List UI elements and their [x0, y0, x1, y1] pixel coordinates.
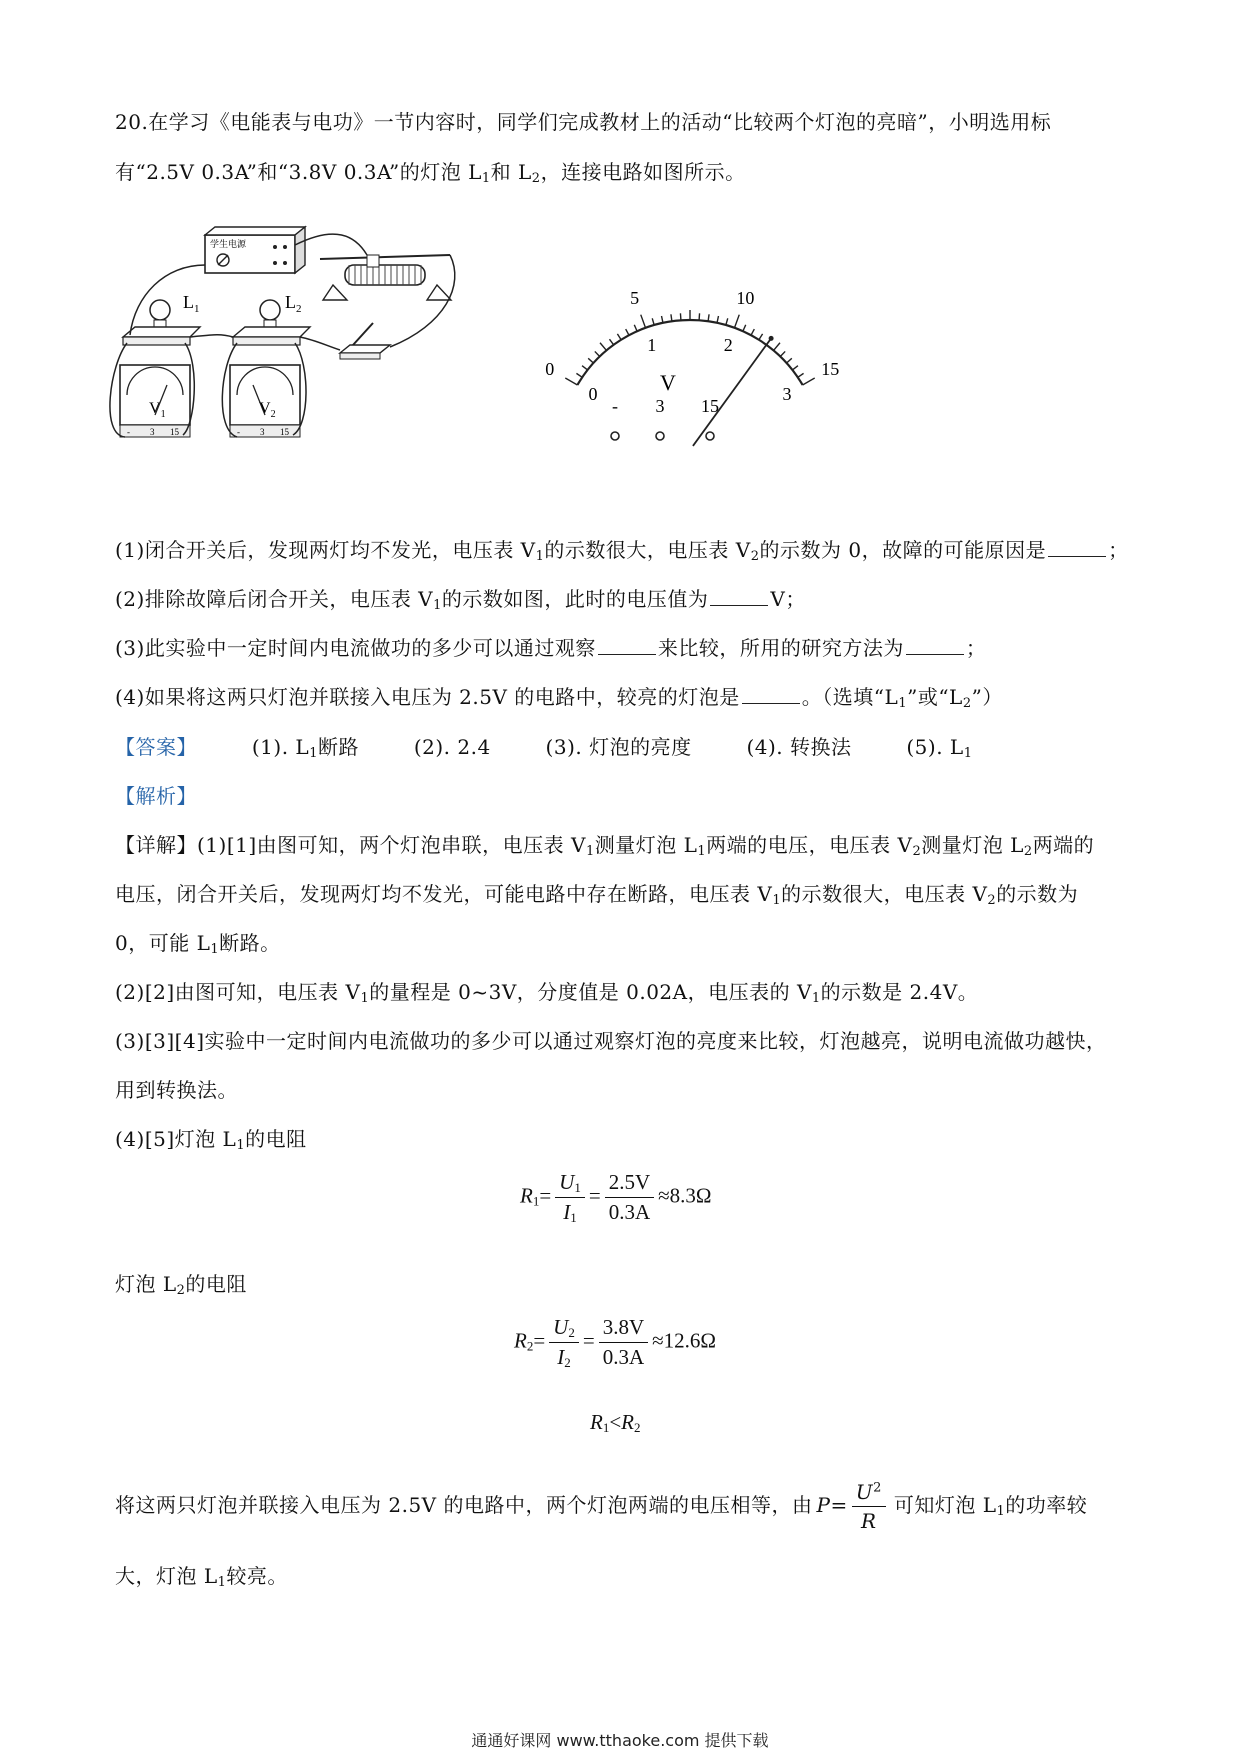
- bulb-L2: [233, 292, 310, 345]
- blank-5[interactable]: [742, 685, 800, 704]
- dial-unit: V: [660, 370, 676, 395]
- answer-label: 【答案】: [115, 735, 197, 759]
- dial-inner-label: 1: [647, 334, 657, 355]
- dial-terminal: [706, 432, 714, 440]
- detail-line-4: (2)[2]由图可知，电压表 $V_1$的量程是 0~3V，分度值是 0.02A，电压表的 $V_1$的示数是 2.4V。: [115, 980, 979, 1006]
- dial-tick: [634, 325, 637, 331]
- blank-2[interactable]: [710, 587, 768, 606]
- analysis-label: 【解析】: [115, 784, 197, 808]
- formula-compare: $R_1<R_2$: [590, 1410, 641, 1435]
- dial-tick: [626, 329, 629, 335]
- voltmeter-V1: [120, 365, 190, 437]
- label-V1: $V_1$: [149, 400, 166, 420]
- dial-tick: [780, 351, 785, 356]
- dial-tick: [588, 358, 593, 363]
- formula-r2: $R_2=$ $\frac{U_2}{I_2}$ = $\frac{3.8V}{0.3A}$ ≈12.6Ω: [514, 1315, 716, 1370]
- dial-inner-label: 3: [782, 384, 792, 404]
- dial-tick: [576, 373, 582, 377]
- dial-tick: [652, 318, 654, 325]
- needle-tip: [769, 336, 774, 341]
- answer-2: (2). 2.4: [413, 735, 491, 759]
- bulb-L1: [123, 292, 200, 345]
- circuit-diagram: [105, 225, 485, 485]
- dial-tick: [609, 339, 613, 345]
- dial-tick: [671, 314, 672, 321]
- answer-4: (4). 转换法: [746, 735, 852, 759]
- sub-question-4: (4)如果将这两只灯泡并联接入电压为 2.5V 的电路中，较亮的灯泡是 。（选填“$L_1$”或“$L_2$”）: [115, 685, 1003, 711]
- dial-tick: [717, 316, 718, 323]
- rheostat: [320, 255, 451, 300]
- detail-line-6: 用到转换法。: [115, 1078, 238, 1102]
- detail-line-8: 灯泡 $L_2$的电阻: [115, 1272, 247, 1298]
- formula-r1: $R_1=$ $\frac{U_1}{I_1}$ = $\frac{2.5V}{0.3A}$ ≈8.3Ω: [520, 1170, 712, 1225]
- dial-tick: [774, 343, 780, 351]
- dial-outer-label: 15: [821, 359, 840, 379]
- detail-line-7: (4)[5]灯泡 $L_1$的电阻: [115, 1127, 307, 1153]
- detail-line-1: 【详解】(1)[1]由图可知，两个灯泡串联，电压表 $V_1$测量灯泡 $L_1$两端的电压，电压表 $V_2$测量灯泡 $L_2$两端的: [115, 833, 1095, 859]
- dial-outer-label: 0: [545, 359, 555, 379]
- sub-question-3: (3)此实验中一定时间内电流做功的多少可以通过观察 来比较，所用的研究方法为 ；: [115, 636, 987, 660]
- power-supply: [205, 227, 305, 273]
- dial-terminal: [656, 432, 664, 440]
- detail-line-5: (3)[3][4]实验中一定时间内电流做功的多少可以通过观察灯泡的亮度来比较，灯泡越亮，说明电流做功越快，: [115, 1029, 1107, 1053]
- dial-tick: [565, 378, 577, 385]
- voltmeter-dial: [545, 260, 860, 460]
- svg-text:3: 3: [150, 427, 155, 437]
- dial-inner-label: 2: [723, 334, 733, 355]
- dial-tick: [641, 315, 646, 328]
- blank-1[interactable]: [1048, 538, 1106, 557]
- dial-outer-label: 10: [736, 287, 755, 308]
- answer-3: (3). 灯泡的亮度: [545, 735, 692, 759]
- dial-tick: [617, 334, 621, 340]
- voltmeter-V2: [230, 365, 300, 437]
- dial-tick: [743, 325, 746, 331]
- dial-tick: [759, 334, 763, 340]
- dial-terminal-label: 3: [655, 396, 665, 416]
- label-L2: $L_2$: [285, 292, 302, 315]
- sub-question-1: (1)闭合开关后，发现两灯均不发光，电压表 $V_1$的示数很大，电压表 $V_2$的示数为 0，故障的可能原因是 ；: [115, 538, 1129, 564]
- question-line-1: 20.在学习《电能表与电功》一节内容时，同学们完成教材上的活动“比较两个灯泡的亮暗”，小明选用标: [115, 110, 1052, 134]
- answer-line: [115, 731, 1020, 760]
- dial-terminal: [611, 432, 619, 440]
- sub-question-2: (2)排除故障后闭合开关，电压表 $V_1$的示数如图，此时的电压值为 V；: [115, 587, 806, 613]
- question-line-2: 有“2.5V 0.3A”和“3.8V 0.3A”的灯泡 $L_1$和 $L_2$，连接电路如图所示。: [115, 160, 746, 186]
- dial-needle: [693, 340, 770, 446]
- dial-tick: [734, 315, 739, 328]
- svg-text:3: 3: [260, 427, 265, 437]
- blank-4[interactable]: [906, 636, 964, 655]
- dial-tick: [582, 366, 588, 370]
- dial-tick: [751, 329, 754, 335]
- detail-line-10: 大，灯泡 $L_1$较亮。: [115, 1564, 288, 1590]
- dial-tick: [662, 316, 663, 323]
- dial-tick: [798, 373, 804, 377]
- label-L1: $L_1$: [183, 292, 200, 315]
- svg-text:-: -: [127, 427, 130, 437]
- dial-tick: [726, 318, 728, 325]
- dial-terminal-label: -: [612, 396, 618, 416]
- dial-tick: [792, 366, 798, 370]
- answer-1: (1). $L_1$断路: [251, 735, 359, 761]
- formula-power: P= $\frac{U^2}{R}$: [816, 1480, 889, 1533]
- detail-line-3: 0，可能 $L_1$断路。: [115, 931, 281, 957]
- label-V2: $V_2$: [259, 400, 276, 420]
- switch: [340, 323, 390, 359]
- power-label: 学生电源: [210, 239, 247, 249]
- dial-tick: [595, 351, 600, 356]
- dial-tick: [803, 378, 815, 385]
- svg-text:15: 15: [280, 427, 289, 437]
- detail-line-9: 将这两只灯泡并联接入电压为 2.5V 的电路中，两个灯泡两端的电压相等，由 P= $\frac{U^2}{R}$ 可知灯泡 $L_1$的功率较: [115, 1480, 1088, 1533]
- dial-tick: [600, 343, 606, 351]
- svg-text:15: 15: [170, 427, 179, 437]
- dial-outer-label: 5: [630, 287, 640, 308]
- dial-tick: [708, 314, 709, 321]
- svg-text:-: -: [237, 427, 240, 437]
- dial-tick: [787, 358, 792, 363]
- dial-arc: [577, 320, 802, 385]
- blank-3[interactable]: [598, 636, 656, 655]
- dial-terminal-label: 15: [701, 396, 719, 416]
- detail-line-2: 电压，闭合开关后，发现两灯均不发光，可能电路中存在断路，电压表 $V_1$的示数很大，电压表 $V_2$的示数为: [115, 882, 1079, 908]
- dial-inner-label: 0: [588, 384, 598, 404]
- answer-5: (5). $L_1$: [906, 735, 973, 761]
- footer: 通通好课网 www.tthaoke.com 提供下载: [471, 1731, 769, 1750]
